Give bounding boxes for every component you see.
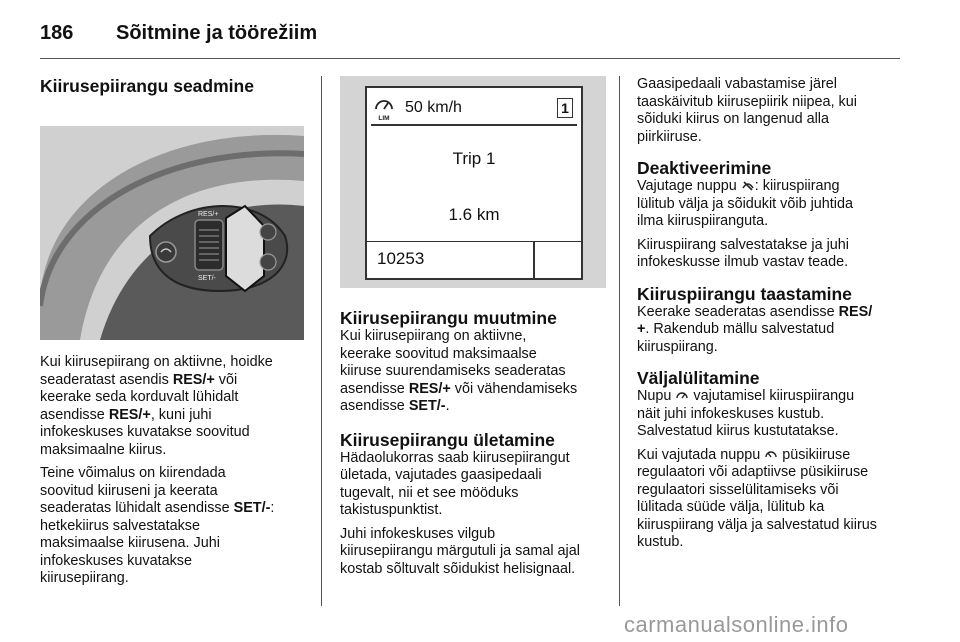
section-heading-speed-limiter-set: Kiirusepiirangu seadmine <box>40 76 254 96</box>
speed-limit-row <box>373 94 575 122</box>
cruise-control-icon <box>764 448 778 460</box>
speed-limiter-icon <box>675 389 689 401</box>
paragraph-deactivation: Vajutage nuppu : kiiruspiirang lülitub välja ja sõidukit võib juhtida ilma kiiruspiiranguta. <box>637 178 853 229</box>
paragraph-exceed-limit: Hädaolukorras saab kiirusepiirangut ületada, vajutades gaasipedaali tugevalt, nii et see mööduks takistuspunktist. <box>340 449 570 518</box>
speed-limit-value: 50 km/h <box>405 99 462 117</box>
lim-label: LIM <box>378 115 390 121</box>
term-res-plus: RES/+ <box>108 406 151 423</box>
odometer-divider <box>533 242 535 278</box>
section-heading-change-limit: Kiirusepiirangu muutmine <box>340 308 557 328</box>
column-divider-left <box>321 76 322 606</box>
paragraph-set-current-speed: Teine võimalus on kiirendada soovitud kiiruseni ja keerata seaderatas lühidalt asendisse SET/-: hetkekiirus salvestatakse maksimaalse kiirusena. Juhi infokeskuses kuvatakse kiirusepiirang. <box>40 465 275 586</box>
paragraph-resume: Keerake seaderatas asendisse RES/ +. Rakendub mällu salvestatud kiiruspiirang. <box>637 303 873 355</box>
trip-label: Trip 1 <box>452 149 496 168</box>
odometer-value: 10253 <box>377 249 425 268</box>
paragraph-switch-off: Nupu vajutamisel kiiruspiirangu näit juhi infokeskuses kustub. Salvestatud kiirus kustutatakse. <box>637 388 855 439</box>
steering-wheel-illustration <box>40 126 304 340</box>
adjuster-wheel-graphic <box>195 220 223 270</box>
paragraph-resume-after-pedal: Gaasipedaali vabastamise järel taaskäivitub kiirusepiirik niipea, kui sõiduki kiirus on langenud alla piirkiiruse. <box>637 76 857 145</box>
odometer-row <box>367 241 581 278</box>
term-res-plus: RES/+ <box>172 371 215 388</box>
cancel-icon <box>741 179 755 191</box>
limiter-button-graphic <box>260 254 276 270</box>
gear-position-indicator: 1 <box>557 98 573 118</box>
term-plus: + <box>637 321 646 337</box>
trip-distance: 1.6 km <box>448 205 500 224</box>
term-set-minus: SET/- <box>233 500 271 516</box>
steering-wheel-controls-svg <box>40 126 304 340</box>
wheel-label-set: SET/- <box>198 275 216 282</box>
section-heading-exceed-limit: Kiirusepiirangu ületamine <box>340 429 555 450</box>
section-heading-switch-off: Väljalülitamine <box>637 368 760 388</box>
cancel-button-graphic <box>156 242 176 262</box>
column-divider-right <box>619 76 620 606</box>
term-set-minus: SET/- <box>408 398 446 414</box>
direction-arrow-graphic <box>226 206 264 291</box>
section-heading-deactivation: Deaktiveerimine <box>637 158 772 178</box>
section-heading-resume: Kiiruspiirangu taastamine <box>637 283 852 304</box>
wheel-label-res: RES/+ <box>198 211 219 218</box>
left-column <box>40 76 306 594</box>
paragraph-cruise-control-off: Kui vajutada nuppu püsikiiruse regulaatori või adaptiivse püsikiiruse regulaatori sisselülitamiseks või lülitada süüde välja, lülitub ka kiiruspiirang välja ja salvestatud kiirus kustub. <box>637 446 877 550</box>
display-rule <box>371 124 577 126</box>
paragraph-stored-message: Kiiruspiirang salvestatakse ja juhi infokeskusse ilmub vastav teade. <box>637 236 849 270</box>
page-header <box>40 22 317 46</box>
term-res: RES/ <box>838 303 873 320</box>
driver-info-centre-illustration <box>340 76 606 288</box>
speed-limiter-icon <box>373 95 395 121</box>
term-res-plus: RES/+ <box>408 380 451 397</box>
paragraph-warning-signal: Juhi infokeskuses vilgub kiirusepiirangu märgutuli ja samal ajal kostab sõltuvalt sõidukist helisignaal. <box>340 525 580 577</box>
header-rule <box>40 58 900 59</box>
page-number: 186 <box>40 22 74 44</box>
watermark: carmanualsonline.info <box>624 612 849 637</box>
right-column <box>637 76 905 558</box>
info-display-screen <box>365 86 583 280</box>
speedometer-button-graphic <box>260 224 276 240</box>
paragraph-set-limit: Kui kiirusepiirang on aktiivne, hoidke seaderatast asendis RES/+ või keerake seda korduvalt lühidalt asendisse RES/+, kuni juhi infokeskuses kuvatakse soovitud maksimaalne kiirus. <box>40 354 273 458</box>
paragraph-change-limit: Kui kiirusepiirang on aktiivne, keerake soovitud maksimaalse kiiruse suurendamiseks seaderatas asendisse RES/+ või vähendamiseks asendisse SET/-. <box>340 328 578 414</box>
middle-column <box>340 76 606 584</box>
chapter-title: Sõitmine ja töörežiim <box>116 22 318 44</box>
